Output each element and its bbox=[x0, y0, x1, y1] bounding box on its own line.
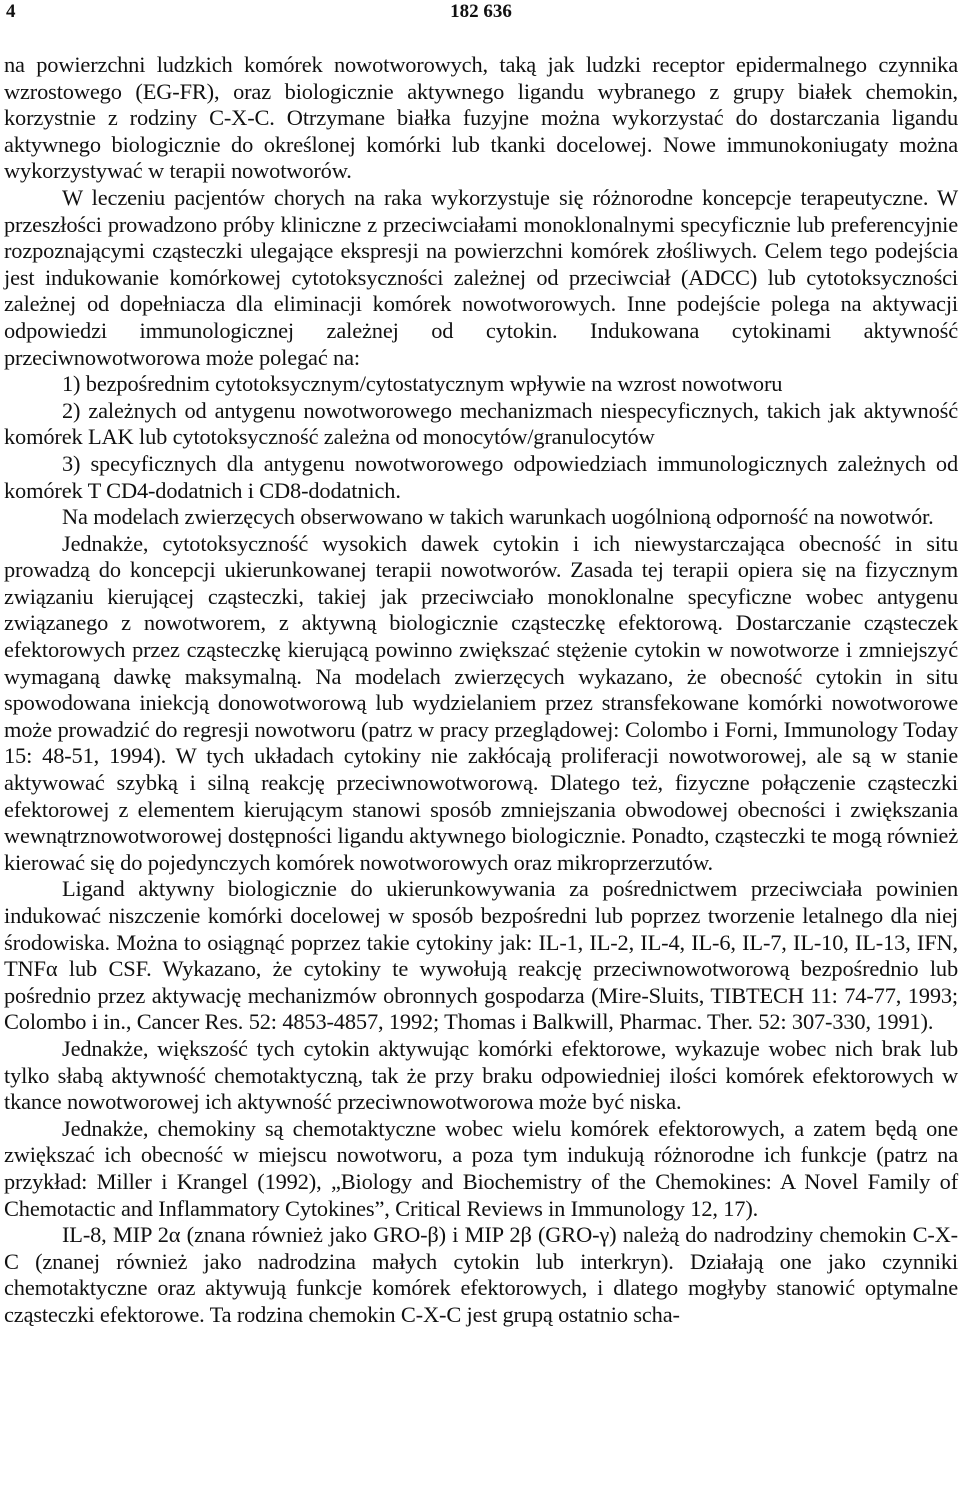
document-body bbox=[4, 52, 958, 1329]
list-item: 1) bezpośrednim cytotoksycznym/cytostatycznym wpływie na wzrost nowotworu bbox=[62, 371, 783, 397]
paragraph: Jednakże, większość tych cytokin aktywując komórki efektorowe, wykazuje wobec nich brak lub tylko słabą aktywność chemotaktyczną, tak że przy braku odpowiedniej ilości komórek efektorowych w tkance nowotworowej ich aktywność przeciwnowotworowa może być niska. bbox=[4, 1035, 958, 1115]
paragraph: Jednakże, chemokiny są chemotaktyczne wobec wielu komórek efektorowych, a zatem będą one zwiększać ich obecność w miejscu nowotworu, a poza tym indukują różnorodne ich funkcje (patrz na przykład: Miller i Krangel (1992), „Biology and Biochemistry of the Chemokines: A Novel Family of Chemotactic and Inflammatory Cytokines”, Critical Reviews in Immunology 12, 17). bbox=[4, 1115, 958, 1221]
paragraph: W leczeniu pacjentów chorych na raka wykorzystuje się różnorodne koncepcje terapeutyczne. W przeszłości prowadzono próby kliniczne z przeciwciałami monoklonalnymi specyficznie lub preferencyjnie rozpoznającymi cząsteczki ulegające ekspresji na powierzchni komórek złośliwych. Celem tego podejścia jest indukowanie komórkowej cytotoksyczności zależnej od przeciwciał (ADCC) lub cytotoksyczności zależnej od dopełniacza dla eliminacji komórek nowotworowych. Inne podejście polega na aktywacji odpowiedzi immunologicznej zależnej od cytokin. Indukowana cytokinami aktywność przeciwnowotworowa może polegać na: bbox=[4, 184, 958, 370]
document-number: 182 636 bbox=[450, 1, 512, 22]
page-number: 4 bbox=[6, 1, 16, 22]
paragraph: Na modelach zwierzęcych obserwowano w takich warunkach uogólnioną odporność na nowotwór. bbox=[62, 504, 934, 530]
page-header bbox=[4, 0, 958, 30]
paragraph: na powierzchni ludzkich komórek nowotworowych, taką jak ludzki receptor epidermalnego czynnika wzrostowego (EG-FR), oraz biologicznie aktywnego ligandu wybranego z grupy białek chemokin, korzystnie z rodziny C-X-C. Otrzymane białka fuzyjne można wykorzystać do dostarczania ligandu aktywnego biologicznie do określonej komórki lub tkanki docelowej. Nowe immunokoniugaty można wykorzystywać w terapii nowotworów. bbox=[4, 52, 958, 184]
paragraph: IL-8, MIP 2α (znana również jako GRO-β) i MIP 2β (GRO-γ) należą do nadrodziny chemokin C-X-C (znanej również jako nadrodzina małych cytokin lub interkryn). Działają one jako czynniki chemotaktyczne oraz aktywują funkcje komórek efektorowych, i dlatego mogłyby stanowić optymalne cząsteczki efektorowe. Ta rodzina chemokin C-X-C jest grupą ostatnio scha- bbox=[4, 1222, 958, 1327]
paragraph: Jednakże, cytotoksyczność wysokich dawek cytokin i ich niewystarczająca obecność in situ prowadzą do koncepcji ukierunkowanej terapii nowotworów. Zasada tej terapii opiera się na fizycznym związaniu kierującej cząsteczki, takiej jak przeciwciało monoklonalne specyficzne wobec antygenu związanego z nowotworem, z aktywną biologicznie cząsteczkę efektorową. Dostarczanie cząsteczek efektorowych przez cząsteczkę kierującą powinno zwiększać stężenie cytokin w nowotworze i zmniejszyć wymaganą dawkę maksymalną. Na modelach zwierzęcych wykazano, że obecność cytokin in situ spowodowana iniekcją donowotworową lub wydzielaniem przez stransfekowane komórki nowotworowe może prowadzić do regresji nowotworu (patrz w pracy przeglądowej: Colombo i Forni, Immunology Today 15: 48-51, 1994). W tych układach cytokiny nie zakłócają proliferacji nowotworowej, ale są w stanie aktywować szybką i silną reakcję przeciwnowotworową. Dlatego też, fizyczne połączenie cząsteczki efektorowej z elementem kierującym stanowi sposób zmniejszania obwodowej obecności i zwiększania wewnątrznowotworowej dostępności ligandu aktywnego biologicznie. Ponadto, cząsteczki te mogą również kierować się do pojedynczych komórek nowotworowych oraz mikroprzerzutów. bbox=[4, 530, 958, 875]
paragraph: Ligand aktywny biologicznie do ukierunkowywania za pośrednictwem przeciwciała powinien indukować niszczenie komórki docelowej w sposób bezpośredni lub poprzez tworzenie letalnego dla niej środowiska. Można to osiągnąć poprzez takie cytokiny jak: IL-1, IL-2, IL-4, IL-6, IL-7, IL-10, IL-13, IFN, TNFα lub CSF. Wykazano, że cytokiny te wywołują reakcję przeciwnowotworową bezpośrednio lub pośrednio przez aktywację mechanizmów obronnych gospodarza (Mire-Sluits, TIBTECH 11: 74-77, 1993; Colombo i in., Cancer Res. 52: 4853-4857, 1992; Thomas i Balkwill, Pharmac. Ther. 52: 307-330, 1991). bbox=[4, 876, 958, 1035]
list-item: 2) zależnych od antygenu nowotworowego mechanizmach niespecyficznych, takich jak aktywność komórek LAK lub cytotoksyczność zależna od monocytów/granulocytów bbox=[4, 397, 958, 450]
list-item: 3) specyficznych dla antygenu nowotworowego odpowiedziach immunologicznych zależnych od komórek T CD4-dodatnich i CD8-dodatnich. bbox=[4, 450, 958, 503]
